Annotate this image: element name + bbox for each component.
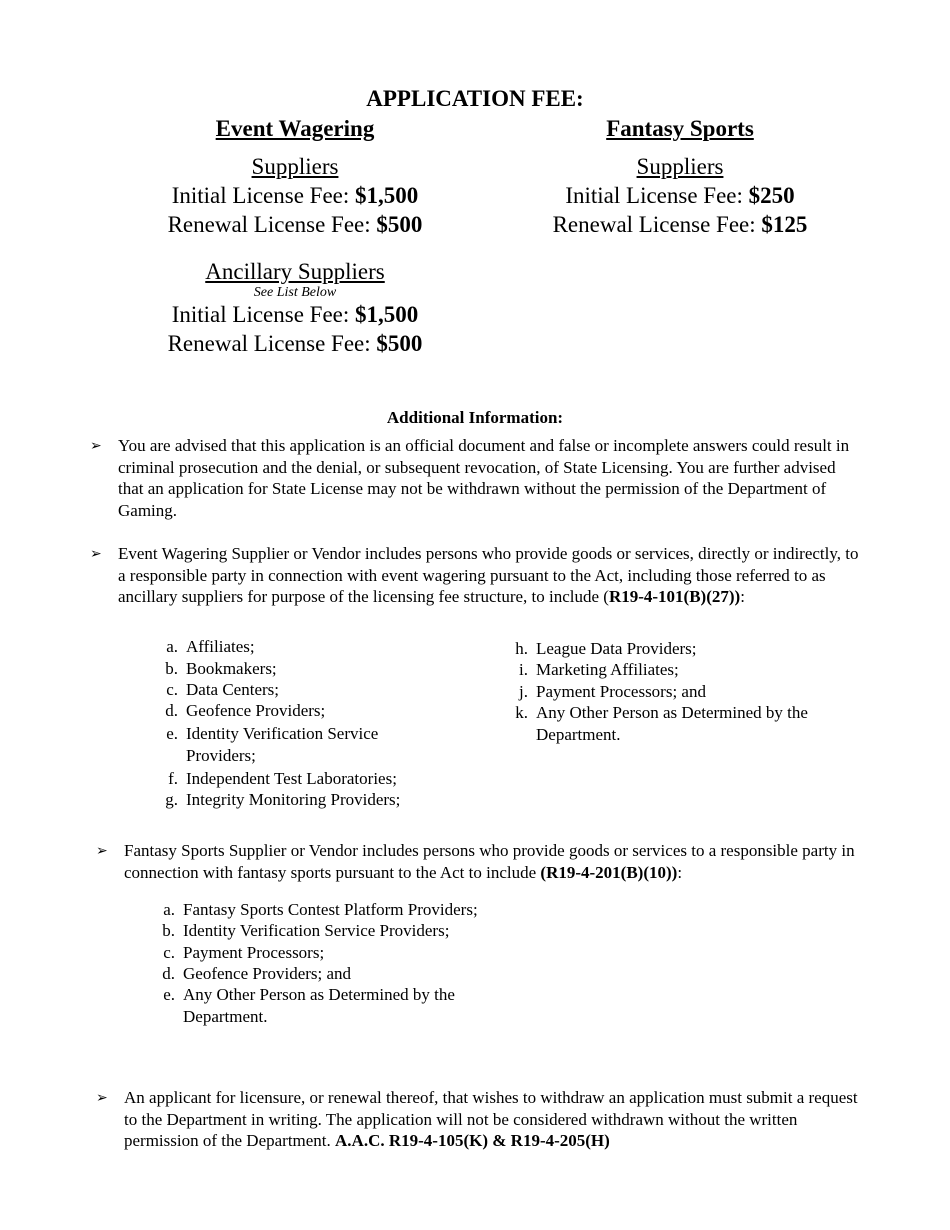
arrow-bullet-icon: ➢ xyxy=(96,844,108,859)
list-item: i. Marketing Affiliates; xyxy=(519,660,679,679)
bullet-withdrawal: An applicant for licensure, or renewal thereof, that wishes to withdraw an application must submit a request to the Department in writing. The application will not be considered withdrawn without the written permission of the Department. A.A.C. R19-4-105(K) & R19-4-205(H) xyxy=(124,1088,858,1150)
list-item: e. Identity Verification Service Providers; xyxy=(166,724,379,765)
list-item: b. Bookmakers; xyxy=(165,659,277,678)
event-suppliers-label: Suppliers xyxy=(251,154,339,179)
event-suppliers-initial-fee: Initial License Fee: $1,500 xyxy=(171,183,419,208)
list-item: d. Geofence Providers; and xyxy=(162,964,352,983)
list-item: a. Affiliates; xyxy=(166,637,255,656)
fantasy-suppliers-initial-fee: Initial License Fee: $250 xyxy=(565,183,795,208)
list-item: d. Geofence Providers; xyxy=(165,701,326,720)
list-item: j. Payment Processors; and xyxy=(519,682,706,701)
bullet-event-wagering: Event Wagering Supplier or Vendor includes persons who provide goods or services, directly or indirectly, to a responsible party in connection with event wagering pursuant to the Act, including those referred to as ancillary suppliers for purpose of the licensing fee structure, to include (R19-4-101(B)(27)): xyxy=(118,544,859,606)
page-title: APPLICATION FEE: xyxy=(366,86,584,111)
fantasy-sports-heading: Fantasy Sports xyxy=(606,116,754,141)
list-item: k. Any Other Person as Determined by the Department. xyxy=(515,703,808,744)
list-item: h. League Data Providers; xyxy=(515,639,697,658)
arrow-bullet-icon: ➢ xyxy=(96,1091,108,1106)
arrow-bullet-icon: ➢ xyxy=(90,439,102,454)
see-list-below-note: See List Below xyxy=(253,285,337,300)
list-item: b. Identity Verification Service Providers; xyxy=(162,921,450,940)
fantasy-suppliers-renewal-fee: Renewal License Fee: $125 xyxy=(552,212,808,237)
list-item: g. Integrity Monitoring Providers; xyxy=(165,790,401,809)
ancillary-renewal-fee: Renewal License Fee: $500 xyxy=(167,331,423,356)
event-wagering-column xyxy=(130,116,460,358)
list-item: c. Payment Processors; xyxy=(163,943,325,962)
ancillary-suppliers-label: Ancillary Suppliers xyxy=(205,259,385,284)
arrow-bullet-icon: ➢ xyxy=(90,547,102,562)
list-item: f. Independent Test Laboratories; xyxy=(168,769,397,788)
bullet-fantasy-sports: Fantasy Sports Supplier or Vendor includes persons who provide goods or services to a responsible party in connection with fantasy sports pursuant to the Act to include (R19-4-201(B)(10)): xyxy=(124,841,855,882)
list-item: e. Any Other Person as Determined by the Department. xyxy=(163,985,455,1026)
list-item: c. Data Centers; xyxy=(166,680,279,699)
event-wagering-heading: Event Wagering xyxy=(215,116,375,141)
ancillary-initial-fee: Initial License Fee: $1,500 xyxy=(171,302,419,327)
fantasy-suppliers-label: Suppliers xyxy=(636,154,724,179)
additional-info-heading: Additional Information: xyxy=(386,408,564,427)
fantasy-sports-column xyxy=(515,116,845,239)
event-suppliers-renewal-fee: Renewal License Fee: $500 xyxy=(167,212,423,237)
bullet-advisory: You are advised that this application is an official document and false or incomplete answers could result in criminal prosecution and the denial, or subsequent revocation, of State Licensing. You are further advised that an application for State License may not be withdrawn without the permission of the Department of Gaming. xyxy=(118,436,850,520)
list-item: a. Fantasy Sports Contest Platform Providers; xyxy=(163,900,478,919)
